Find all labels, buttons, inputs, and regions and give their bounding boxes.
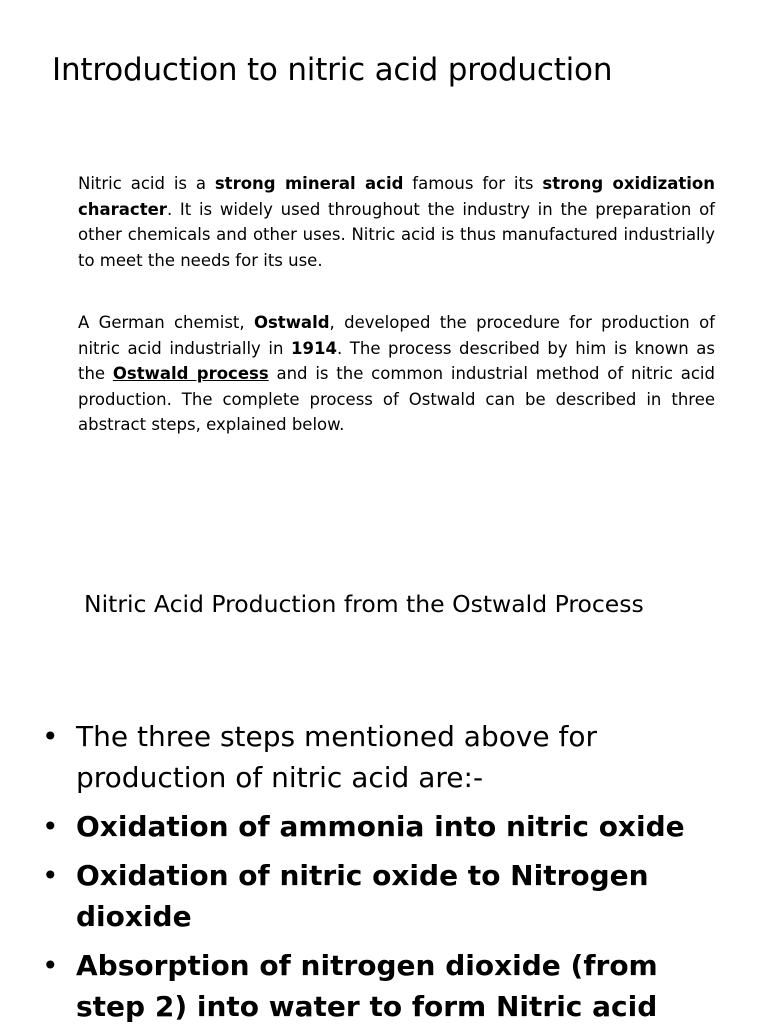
paragraph-segment-bold: strong mineral acid bbox=[214, 174, 404, 193]
section-subtitle: Nitric Acid Production from the Ostwald Process bbox=[84, 590, 644, 618]
page-title: Introduction to nitric acid production bbox=[52, 52, 613, 88]
paragraph-segment: A German chemist, bbox=[78, 313, 254, 332]
steps-list bbox=[40, 716, 730, 1035]
paragraph-segment: , developed the procedure for production of nitric acid industrially in bbox=[78, 313, 715, 358]
list-item-text: The three steps mentioned above for production of nitric acid are:- bbox=[76, 720, 598, 794]
paragraph-segment: Nitric acid is a bbox=[78, 174, 215, 193]
list-item bbox=[40, 945, 730, 1027]
list-item-text: Oxidation of ammonia into nitric oxide bbox=[76, 810, 685, 843]
paragraph-segment-bold: Ostwald bbox=[253, 313, 330, 332]
list-item bbox=[40, 716, 730, 798]
bullet-icon: • bbox=[42, 949, 59, 982]
paragraph-segment-bold: strong oxidization character bbox=[78, 174, 715, 219]
ostwald-process-term: Ostwald process bbox=[112, 364, 269, 383]
list-item bbox=[40, 855, 730, 937]
ostwald-paragraph bbox=[78, 310, 715, 438]
paragraph-segment: . It is widely used throughout the industry in the preparation of other chemicals and other uses. Nitric acid is thus manufactured industrially to meet the needs for its use. bbox=[78, 199, 715, 270]
paragraph-segment-bold: 1914 bbox=[291, 338, 337, 358]
list-item-text: Oxidation of nitric oxide to Nitrogen dioxide bbox=[76, 859, 649, 933]
paragraph-segment: and is the common industrial method of nitric acid production. The complete process of Ostwald can be described in three abstract steps, explained below. bbox=[78, 364, 715, 434]
bullet-icon: • bbox=[42, 810, 59, 843]
intro-paragraph bbox=[78, 171, 715, 273]
bullet-icon: • bbox=[42, 720, 59, 753]
paragraph-segment: famous for its bbox=[403, 174, 543, 193]
paragraph-segment: . The process described by him is known as the bbox=[78, 338, 715, 383]
list-item bbox=[40, 806, 730, 847]
list-item-text: Absorption of nitrogen dioxide (from step 2) into water to form Nitric acid bbox=[76, 949, 658, 1023]
bullet-icon: • bbox=[42, 859, 59, 892]
